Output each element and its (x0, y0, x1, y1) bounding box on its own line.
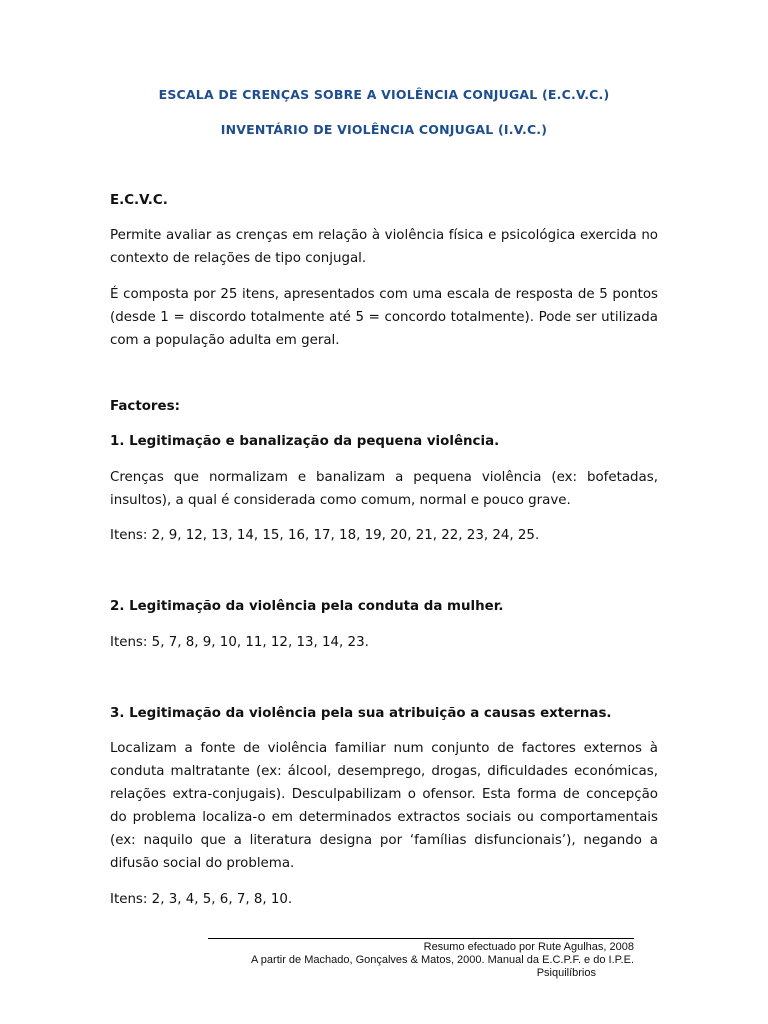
page-footer (208, 938, 634, 980)
paragraph-composition: É composta por 25 itens, apresentados com uma escala de resposta de 5 pontos (desde 1 = discordo totalmente até 5 = concordo totalmente). Pode ser utilizada com a população adulta em geral. (110, 287, 658, 348)
footer-line-source: A partir de Machado, Gonçalves & Matos, 2000. Manual da E.C.P.F. e do I.P.E. (251, 954, 634, 966)
factor-3-heading: 3. Legitimação da violência pela sua atribuição a causas externas. (110, 706, 612, 721)
factor-2-items: Itens: 5, 7, 8, 9, 10, 11, 12, 13, 14, 23. (110, 635, 369, 650)
factor-1-heading: 1. Legitimação e banalização da pequena violência. (110, 434, 500, 449)
factor-3-items: Itens: 2, 3, 4, 5, 6, 7, 8, 10. (110, 892, 293, 907)
factor-1-description: Crenças que normalizam e banalizam a pequena violência (ex: bofetadas, insultos), a qual é considerada como comum, normal e pouco grave. (110, 470, 658, 508)
document-subtitle: INVENTÁRIO DE VIOLÊNCIA CONJUGAL (I.V.C.) (220, 122, 548, 137)
factor-1-items: Itens: 2, 9, 12, 13, 14, 15, 16, 17, 18, 19, 20, 21, 22, 23, 24, 25. (110, 528, 540, 543)
factor-2-heading: 2. Legitimação da violência pela conduta da mulher. (110, 599, 504, 614)
footer-line-author: Resumo efectuado por Rute Agulhas, 2008 (423, 941, 634, 953)
section-heading-ecvc: E.C.V.C. (110, 193, 168, 208)
factor-3-description: Localizam a fonte de violência familiar num conjunto de factores externos à conduta maltratante (ex: álcool, desemprego, drogas, dificuldades económicas, relações extra-conjugais). Desculpabilizam o ofensor. Esta forma de concepção do problema localiza-o em determinados extractos sociais ou comportamentais (ex: naquilo que a literatura designa por ‘famílias disfuncionais’), negando a difusão social do problema. (110, 741, 658, 871)
document-title: ESCALA DE CRENÇAS SOBRE A VIOLÊNCIA CONJUGAL (E.C.V.C.) (158, 87, 610, 102)
paragraph-description: Permite avaliar as crenças em relação à violência física e psicológica exercida no contexto de relações de tipo conjugal. (110, 228, 658, 266)
factors-label: Factores: (110, 399, 180, 414)
footer-line-publisher: Psiquilíbrios (536, 967, 596, 979)
